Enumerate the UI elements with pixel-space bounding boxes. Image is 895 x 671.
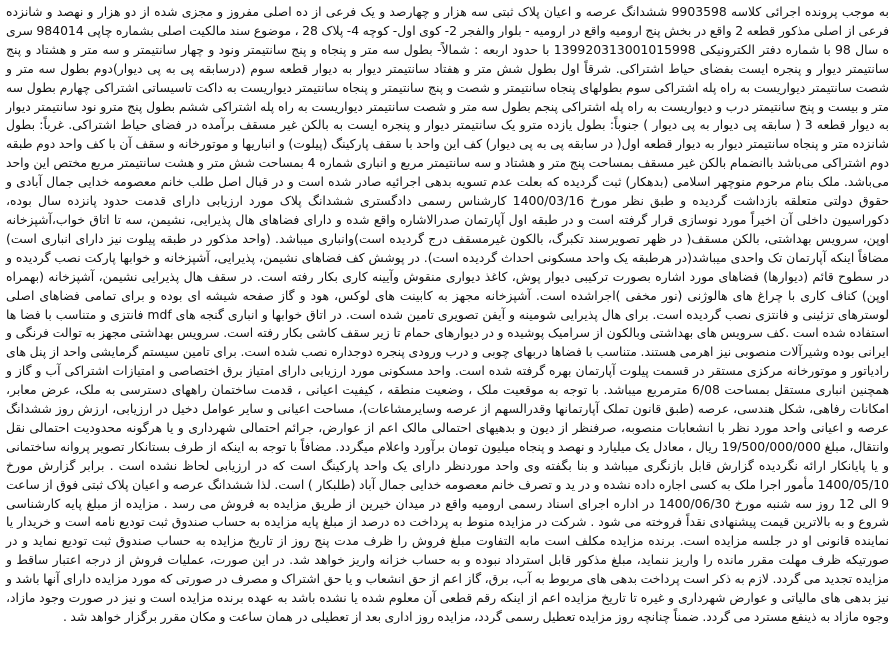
auction-notice-body: به موجب پرونده اجرائی کلاسه 9903598 ششدانگ عرصه و اعیان پلاک ثبتی سه هزار و چهارصد و یک فرعی از ده اصلی مفروز و مجزی شده از دو هزار و نهصد و شانزده فرعی از اصلی مذکور قطعه 2 واقع در بخش پنج ارومیه واقع در ارومیه - بلوار والفجر 2- کوی اول- کوچه 4- پلاک 28 ، موضوع سند مالکیت اصلی بشماره چاپی 984014 سری ه سال 98 با شماره دفتر الکترونیکی 139920313001015998 با حدود اربعه : شمالاً- بطول سه متر و پنجاه و پنج سانتیمتر ونود و چهار سانتیمتر و سه متر و هشتاد و پنج سانتیمتر دیوار و پنجره ایست بفضای حیاط اشتراکی. شرقاً اول بطول شش متر و هفتاد سانتیمتر دیوار به دیوار قطعه سوم (درسابقه پی به پی دیوار)دوم بطول سه متر و شصت سانتیمتر دیواریست به راه پله اشتراکی سوم بطولهای پنجاه سانتیمتر و شصت و پنج سانتیمتر و پنجاه سانتیمتر دیواریست به داکت تاسیساتی اشتراکی چهارم بطول سه متر و بیست و پنج سانتیمتر درب و دیواریست به راه پله اشتراکی پنجم بطول سه متر و شصت سانتیمتر دیواریست به راه پله اشتراکی ششم بطول پنج مترو نود سانتیمتر دیوار به دیوار قطعه 3 ( سابقه پی دیوار به پی دیوار ) جنوباً: بطول یازده مترو یک سانتیمتر دیوار و پنجره ایست به بالکن غیر مسقف برآمده در فضای حیاط اشتراکی. غرباً: بطول شانزده متر و پنجاه سانتیمتر دیوار به دیوار قطعه اول( در سابقه پی به پی دیوار) کف این واحد با سقف پارکینگ (پیلوت) و انباریها و موتورخانه و سقف آن با کف واحد دوم طبقه دوم اشتراکی می‌باشد باانضمام بالکن غیر مسقف بمساحت پنج متر و هشتاد و سه سانتیمتر مربع و انباری شماره 4 بمساحت شش متر و هشت سانتیمتر مربع مختص این واحد می‌باشد. ملک بنام مرحوم منوچهر اسلامی (بدهکار) ثبت گردیده که بعلت عدم تسویه بدهی اجرائیه صادر شده است و در قبال اصل طلب خانم معصومه خدایی جمال آبادی و حقوق دولتی متعلقه بازداشت گردیده و طبق نظر مورخ 1400/03/16 کارشناس رسمی دادگستری ششدانگ پلاک مورد ارزیابی دارای قدمت حدود پانزده سال بوده، دکوراسیون داخلی آن اخیراً مورد نوسازی قرار گرفته است و در طبقه اول آپارتمان صدرالاشاره واقع شده و دارای فضاهای هال پذیرایی، نشیمن، سه تا اتاق خواب،آشپزخانه اوپن، سرویس بهداشتی، بالکن مسقف( در ظهر تصویرسند تکبرگ، بالکون غیرمسقف درج گردیده است)وانباری میباشد. (واحد مذکور در طبقه پیلوت نیز دارای انباری است) مضافاً اینکه آپارتمان تک واحدی میباشد(در هرطبقه یک واحد مسکونی احداث گردیده است). در پوشش کف فضاهای نشیمن، پذیرایی، آشپزخانه و خوابها پارکت نصب گردیده و در سطوح قائم (دیوارها) فضاهای مورد اشاره بصورت ترکیبی دیوار پوش، کاغذ دیواری منقوش وآیینه کاری بکار رفته است. در سقف هال پذیرایی نشیمن، آشپزخانه (بهمراه اوپن) کناف کاری با چراغ های هالوژنی (نور مخفی )اجراشده است. آشپزخانه مجهز به کابینت های لوکس، هود و گاز صفحه شیشه ای بوده و برای تمامی فضاهای اصلی لوسترهای تزئینی و فانتزی نصب گردیده است. برای هال پذیرایی شومینه و آیفن تصویری تامین شده است. در اتاق خوابها و انباری گنجه های mdf فانتزی و متناسب با فضا ها استفاده شده است .کف سرویس های بهداشتی وبالکون از سرامیک پوشیده و در دیوارهای حمام تا زیر سقف کاشی بکار رفته است. سرویس بهداشتی مجهز به توالت فرنگی و ایرانی بوده وشیرآلات منصوبی نیز اهرمی هستند. متناسب با فضاها دربهای چوبی و درب ورودی پنجره دوجداره نصب شده است. برای تامین سیستم گرمایشی واحد از پنل های رادیاتور و موتورخانه مرکزی مستقر در قسمت پیلوت آپارتمان بهره گرفته شده است. واحد مسکونی مورد ارزیابی دارای امتیاز برق اختصاصی و امتیازات اشتراکی آب و گاز و همچنین انباری مستقل بمساحت 6/08 مترمربع میباشد. با توجه به موقعیت ملک ، وضعیت منطقه ، کیفیت اعیانی ، قدمت ساختمان راههای دسترسی به ملک، عرض معابر، امکانات رفاهی، شکل هندسی، عرصه (طبق قانون تملک آپارتمانها وقدرالسهم از عرصه وسایرمشاعات)، مساحت اعیانی و سایر عوامل دخیل در ارزیابی، ارزش روز ششدانگ عرصه و اعیانی واحد مورد نظر با انشعابات منصوبه، صرفنظر از دیون و بدهیهای احتمالی مالک اعم از عوارض، جرائم احتمالی شهرداری و یا هرگونه محدودیت احتمالی نقل وانتقال، مبلغ 19/500/000/000 ریال ، معادل یک میلیارد و نهصد و پنجاه میلیون تومان برآورد واعلام میگردد. مضافاً با توجه به اینکه از طرف بستانکار تصویر پروانه ساختمانی و یا پایانکار ارائه نگردیده گزارش قابل بازنگری میباشد و بنا بگفته وی واحد موردنظر دارای یک واحد پارکینگ است که در ارزیابی لحاظ نشده است . برابر گزارش مورخ 1400/05/10 مأمور اجرا ملک به کسی اجاره داده نشده و در ید و تصرف خانم معصومه خدایی جمال آباد (طلبکار ) است. لذا ششدانگ عرصه و اعیان پلاک ثبتی فوق از ساعت 9 الی 12 روز سه شنبه مورخ 1400/06/30 در اداره اجرای اسناد رسمی ارومیه واقع در میدان خیرین از طریق مزایده به فروش می رسد . مزایده از مبلغ پایه کارشناسی شروع و به بالاترین قیمت پیشنهادی نقداً فروخته می شود . شرکت در مزایده منوط به پرداخت ده درصد از مبلغ پایه مزایده به حساب صندوق ثبت تودیع نامه است و خریدار یا نماینده قانونی او در جلسه مزایده است. برنده مزایده مکلف است مابه التفاوت مبلغ فروش را ظرف مدت پنج روز از تاریخ مزایده به حساب صندوق ثبت تودیع نماید و در صورتیکه ظرف مهلت مقرر مانده را واریز ننماید، مبلغ مذکور قابل استرداد نبوده و به حساب خزانه واریز خواهد شد. در این صورت، عملیات فروش از درجه اعتبار ساقط و مزایده تجدید می گردد. لازم به ذکر است پرداخت بدهی های مربوط به آب، برق، گاز اعم از حق انشعاب و یا حق اشتراک و مصرف در صورتی که مورد مزایده دارای آنها باشد و نیز بدهی های مالیاتی و عوارض شهرداری و غیره تا تاریخ مزایده اعم از اینکه رقم قطعی آن معلوم شده یا نشده باشد به عهده برنده مزایده است و نیز در صورت وجود مازاد، وجوه مازاد به ذینفع مسترد می گردد. ضمناً چنانچه روز مزایده تعطیل رسمی گردد، مزایده روز اداری بعد از تعطیلی در همان ساعت و مکان مقرر برگزار خواهد شد .	[6, 4, 890, 624]
